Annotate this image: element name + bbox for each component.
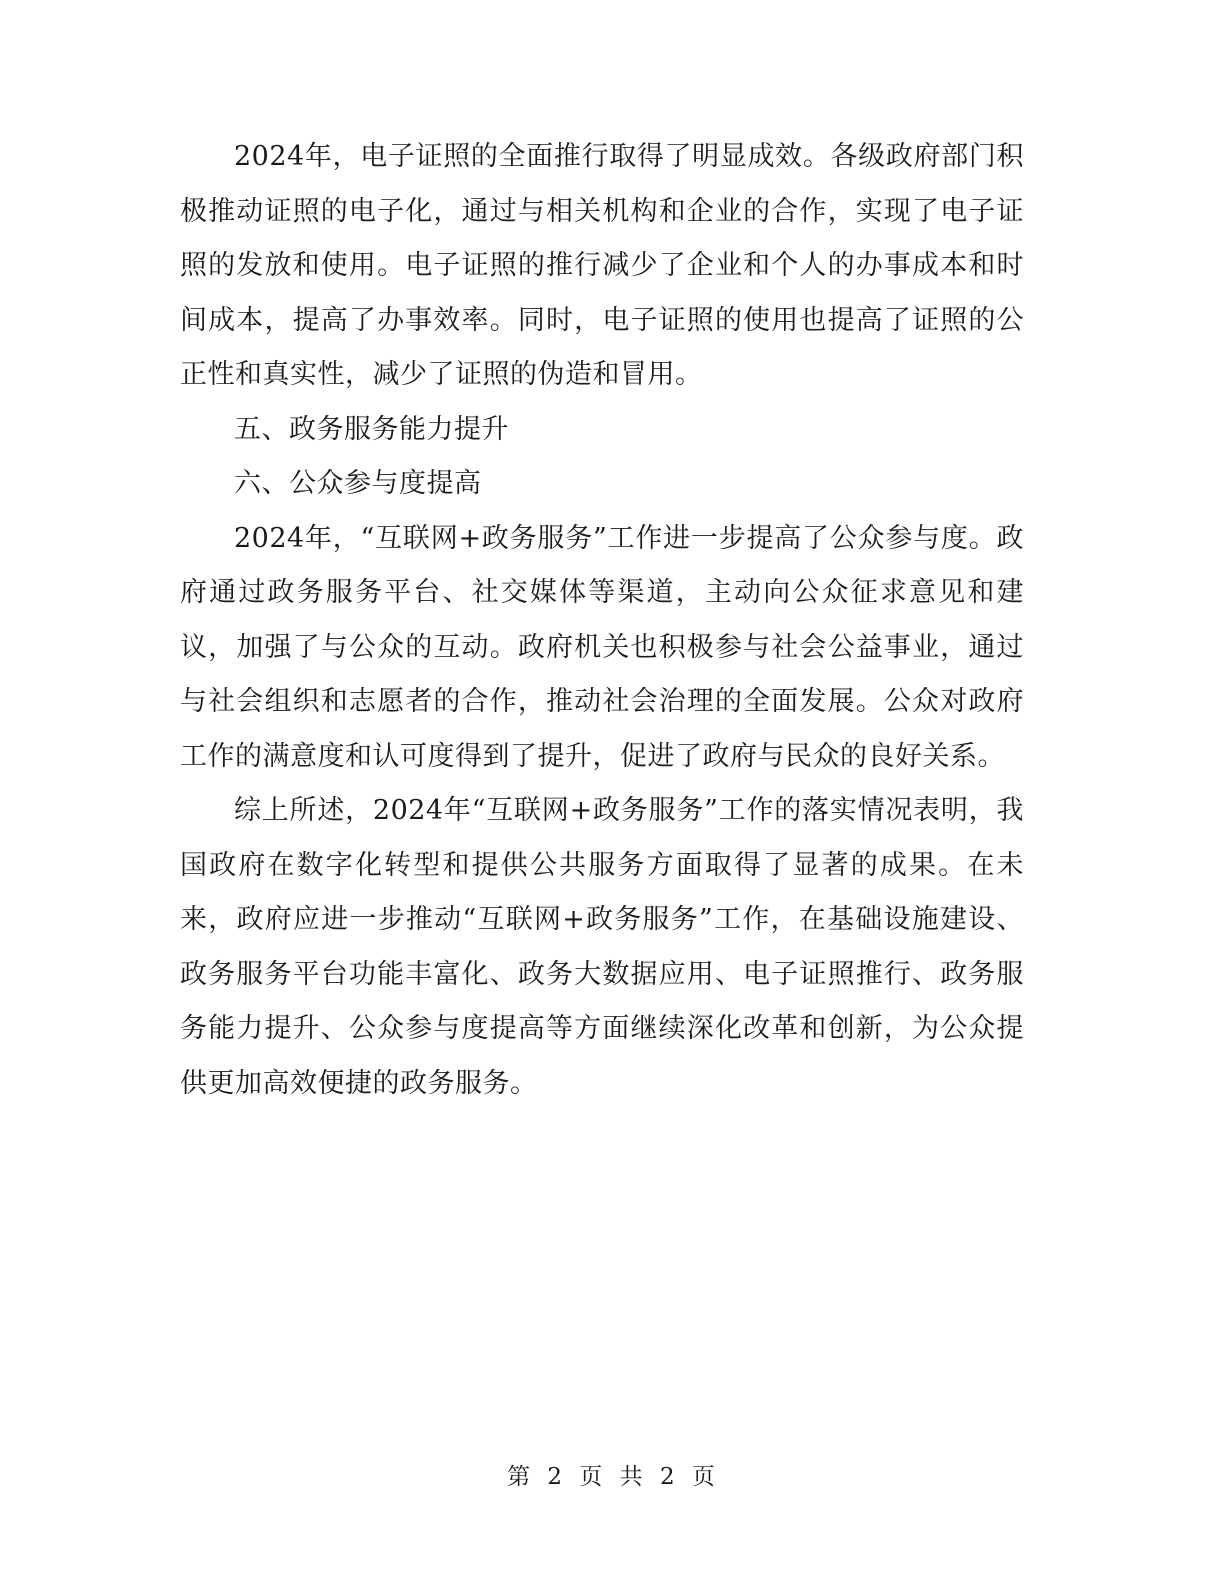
paragraph-e-license: 2024年，电子证照的全面推行取得了明显成效。各级政府部门积极推动证照的电子化，通过与相关机构和企业的合作，实现了电子证照的发放和使用。电子证照的推行减少了企业和个人的办事成本和时间成本，提高了办事效率。同时，电子证照的使用也提高了证照的公正性和真实性，减少了证照的伪造和冒用。 — [180, 141, 1024, 390]
paragraph-conclusion: 综上所述，2024年“互联网+政务服务”工作的落实情况表明，我国政府在数字化转型和提供公共服务方面取得了显著的成果。在未来，政府应进一步推动“互联网+政务服务”工作，在基础设施建设、政务服务平台功能丰富化、政务大数据应用、电子证照推行、政务服务能力提升、公众参与度提高等方面继续深化改革和创新，为公众提供更加高效便捷的政务服务。 — [180, 795, 1024, 1099]
section-heading-public-participation: 六、公众参与度提高 — [234, 468, 482, 499]
paragraph-public-participation: 2024年，“互联网+政务服务”工作进一步提高了公众参与度。政府通过政务服务平台、社交媒体等渠道，主动向公众征求意见和建议，加强了与公众的互动。政府机关也积极参与社会公益事业，通过与社会组织和志愿者的合作，推动社会治理的全面发展。公众对政府工作的满意度和认可度得到了提升，促进了政府与民众的良好关系。 — [180, 522, 1024, 772]
document-body — [180, 130, 1024, 1111]
section-heading-service-capability: 五、政务服务能力提升 — [234, 413, 509, 445]
page-number-footer: 第 2 页 共 2 页 — [507, 1464, 717, 1490]
